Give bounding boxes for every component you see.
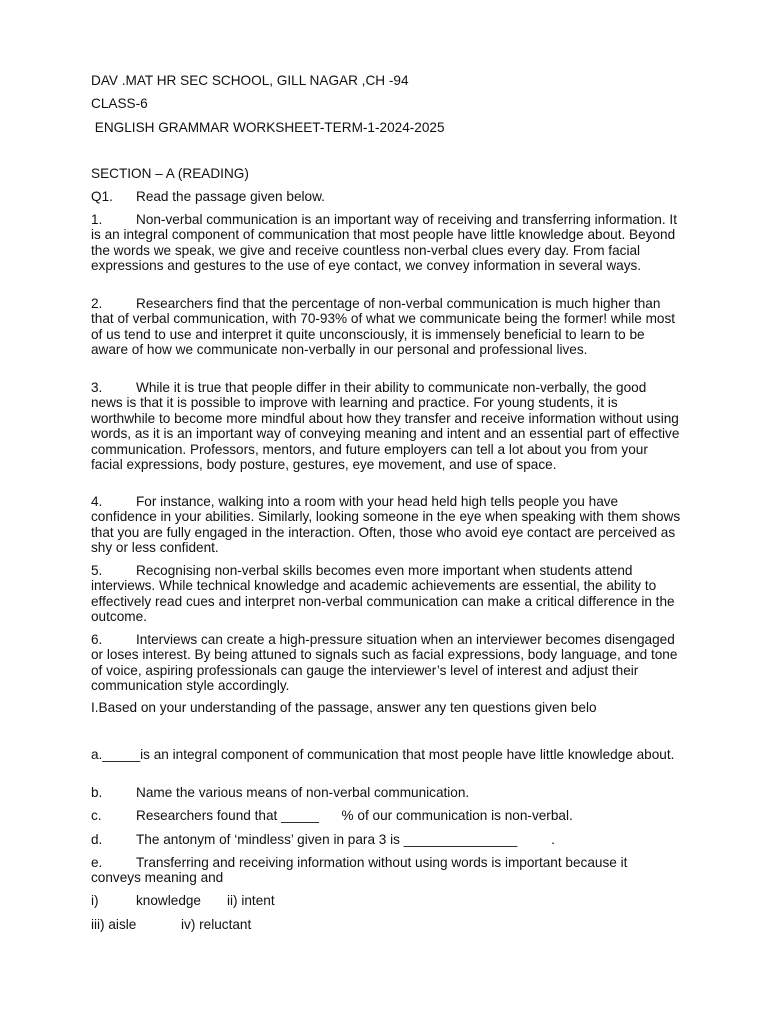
q1-line <box>91 189 325 204</box>
question-e-text: Transferring and receiving information without using words is important because it conveys meaning and <box>91 855 628 886</box>
option-iv-text: iv) reluctant <box>181 917 252 932</box>
q1-number: Q1. <box>91 189 113 204</box>
question-d <box>91 832 555 847</box>
passage-paragraph-1 <box>91 212 681 274</box>
question-c-text: Researchers found that _____ % of our communication is non-verbal. <box>136 808 573 823</box>
passage-paragraph-5 <box>91 563 681 625</box>
school-name: DAV .MAT HR SEC SCHOOL, GILL NAGAR ,CH -94 <box>91 73 409 88</box>
passage-paragraph-6 <box>91 632 681 694</box>
question-e-number: e. <box>91 855 103 870</box>
question-b <box>91 785 469 800</box>
paragraph-text: Recognising non-verbal skills becomes even more important when students attend interviews. While technical knowledge and academic achievements are essential, the ability to effectively read cues and interpret non-verbal communication can make a critical difference in the outcome. <box>91 563 675 625</box>
worksheet-title: ENGLISH GRAMMAR WORKSHEET-TERM-1-2024-2025 <box>91 120 445 135</box>
paragraph-number: 1. <box>91 212 103 227</box>
question-e <box>91 855 681 886</box>
paragraph-text: For instance, walking into a room with your head held high tells people you have confidence in your abilities. Similarly, looking someone in the eye when speaking with them shows that you are fully engaged in the interaction. Often, those who avoid eye contact are perceived as shy or less confident. <box>91 494 681 556</box>
paragraph-text: While it is true that people differ in their ability to communicate non-verbally, the good news is that it is possible to improve with learning and practice. For young students, it is worthwhile to become more mindful about how they transfer and receive information without using words, as it is an important way of conveying meaning and intent and an essential part of effective communication. Professors, mentors, and future employers can tell a lot about you from your facial expressions, body posture, gestures, eye movement, and use of space. <box>91 380 680 473</box>
passage-paragraph-2 <box>91 296 681 358</box>
question-d-text: The antonym of ‘mindless’ given in para 3 is _______________ . <box>136 832 555 847</box>
question-a <box>91 747 681 762</box>
paragraph-text: Non-verbal communication is an important way of receiving and transferring information. It is an integral component of communication that most people have little knowledge about. Beyond the words we speak, we give and receive countless non-verbal clues every day. From facial expressions and gestures to the use of eye contact, we convey information in several ways. <box>91 212 677 274</box>
option-i-number: i) <box>91 893 99 908</box>
question-a-text: a._____is an integral component of communication that most people have little knowledge about. <box>91 747 675 762</box>
class-label: CLASS-6 <box>91 96 148 111</box>
section-title: SECTION – A (READING) <box>91 166 249 181</box>
paragraph-text: Researchers find that the percentage of non-verbal communication is much higher than that of verbal communication, with 70-93% of what we communicate being the former! while most of us tend to use and interpret it quite unconsciously, it is immensely beneficial to learn to be aware of how we communicate non-verbally in our personal and professional lives. <box>91 296 676 358</box>
options-row-2 <box>91 917 251 932</box>
question-b-text: Name the various means of non-verbal communication. <box>136 785 470 800</box>
instruction-text: I.Based on your understanding of the passage, answer any ten questions given belo <box>91 700 597 715</box>
question-d-number: d. <box>91 832 103 847</box>
options-row-1 <box>91 893 275 908</box>
option-iii-text: iii) aisle <box>91 917 137 932</box>
question-c-number: c. <box>91 808 102 823</box>
paragraph-number: 6. <box>91 632 103 647</box>
passage-paragraph-4 <box>91 494 681 556</box>
paragraph-number: 4. <box>91 494 103 509</box>
paragraph-number: 2. <box>91 296 103 311</box>
question-c <box>91 808 573 823</box>
paragraph-number: 5. <box>91 563 103 578</box>
q1-text: Read the passage given below. <box>136 189 325 204</box>
option-i-text: knowledge <box>136 893 201 908</box>
question-b-number: b. <box>91 785 103 800</box>
paragraph-text: Interviews can create a high-pressure situation when an interviewer becomes disengaged or loses interest. By being attuned to signals such as facial expressions, body language, and tone of voice, aspiring professionals can gauge the interviewer’s level of interest and adjust their communication style accordingly. <box>91 632 678 694</box>
paragraph-number: 3. <box>91 380 103 395</box>
option-ii-text: ii) intent <box>227 893 275 908</box>
passage-paragraph-3 <box>91 380 681 472</box>
